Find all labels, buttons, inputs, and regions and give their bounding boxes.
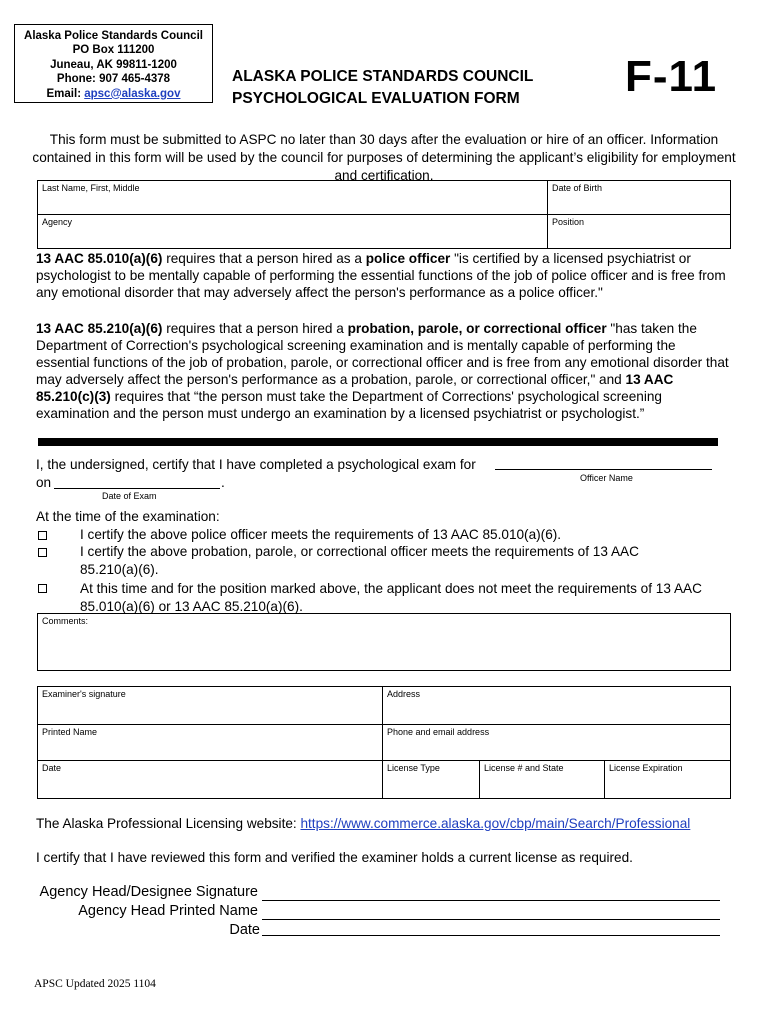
examiner-printed-name-label: Printed Name: [42, 727, 98, 737]
option-1-text: I certify the above police officer meets the requirements of 13 AAC 85.010(a)(6).: [80, 527, 562, 542]
position-field-label: Position: [552, 217, 585, 227]
agency-signature-input[interactable]: [262, 885, 720, 901]
regulation-paragraph-1: [36, 250, 730, 301]
dob-field[interactable]: [548, 181, 731, 215]
position-field[interactable]: [548, 215, 731, 249]
option-2-text: I certify the above probation, parole, or correctional officer meets the requirements of 13 AAC 85.210(a)(6).: [80, 544, 639, 577]
agency-date-input[interactable]: [262, 922, 720, 936]
agency-printed-name-input[interactable]: [262, 904, 720, 920]
comments-box: [37, 613, 731, 671]
examiner-grid: [37, 686, 731, 799]
license-state-label: License # and State: [484, 763, 564, 773]
form-code: F-11: [625, 52, 718, 101]
regulation-bold: probation, parole, or correctional officer: [347, 321, 607, 336]
regulation-text: requires that a person hired a: [162, 321, 348, 336]
license-expiration-label: License Expiration: [609, 763, 683, 773]
verify-statement: I certify that I have reviewed this form and verified the examiner holds a current license as required.: [36, 850, 633, 865]
examiner-printed-name-field[interactable]: [38, 725, 383, 761]
option-3-text: At this time and for the position marked above, the applicant does not meet the requirements of 13 AAC 85.010(a)(6) or 13 AAC 85.210(a)(6).: [80, 581, 702, 614]
regulation-text: "has taken the Department of Correction's psychological screening examination and is mentally capable of performing the essential functions of the job of probation, parole, or correctional officer and is free from any emotional disorder that may adversely affect the person's performance as a probation, parole, or correctional officer," and: [36, 321, 729, 387]
agency-field-label: Agency: [42, 217, 73, 227]
intro-paragraph: This form must be submitted to ASPC no later than 30 days after the evaluation or hire of an officer. Information contained in this form will be used by the council for purposes of determining the applicant’s eligibility for employment and certification.: [32, 132, 736, 183]
regulation-cite: 13 AAC 85.210(c)(3): [36, 372, 674, 404]
examiner-phone-email-label: Phone and email address: [387, 727, 490, 737]
regulation-text: "is certified by a licensed psychiatrist or psychologist to be mentally capable of performing the essential functions of the job of police officer and is free from any emotional disorder that may adversely affect the person's performance as a police officer.": [36, 251, 726, 300]
form-title-line2: PSYCHOLOGICAL EVALUATION FORM: [232, 90, 520, 107]
time-intro: At the time of the examination:: [36, 509, 220, 524]
option-1-checkbox[interactable]: [38, 531, 47, 540]
examiner-date-label: Date: [42, 763, 62, 773]
regulation-bold: police officer: [365, 251, 451, 266]
section-divider: [38, 438, 718, 446]
officer-name-caption: Officer Name: [580, 473, 633, 483]
option-3-checkbox[interactable]: [38, 584, 47, 593]
examiner-signature-field[interactable]: [38, 687, 383, 725]
officer-name-input[interactable]: [495, 455, 712, 470]
dob-field-label: Date of Birth: [552, 183, 603, 193]
regulation-text: requires that “the person must take the Department of Corrections' psychological screening examination and the person must undergo an examination by a licensed psychiatrist or psychologist.”: [36, 389, 662, 421]
regulation-paragraph-2: [36, 320, 730, 422]
comments-label: Comments:: [42, 616, 89, 626]
certify-line: I, the undersigned, certify that I have completed a psychological exam for: [36, 457, 476, 472]
name-field[interactable]: [38, 181, 548, 215]
contact-email-link[interactable]: apsc@alaska.gov: [84, 87, 181, 100]
license-state-field[interactable]: [480, 761, 605, 799]
licensing-label: The Alaska Professional Licensing website:: [36, 816, 301, 831]
regulation-cite: 13 AAC 85.010(a)(6): [36, 251, 163, 266]
exam-date-input[interactable]: [54, 474, 220, 489]
agency-signature-label: Agency Head/Designee Signature: [39, 884, 258, 900]
examiner-date-field[interactable]: [38, 761, 383, 799]
examiner-signature-label: Examiner's signature: [42, 689, 126, 699]
examiner-phone-email-field[interactable]: [383, 725, 731, 761]
contact-box: [14, 24, 213, 103]
option-2-checkbox[interactable]: [38, 548, 47, 557]
examiner-address-label: Address: [387, 689, 421, 699]
on-label: on: [36, 475, 52, 490]
license-type-field[interactable]: [383, 761, 480, 799]
agency-date-label: Date: [229, 922, 260, 938]
comments-field[interactable]: [38, 614, 731, 671]
regulation-cite: 13 AAC 85.210(a)(6): [36, 321, 163, 336]
form-title-line1: ALASKA POLICE STANDARDS COUNCIL: [232, 68, 534, 85]
licensing-line: [36, 816, 690, 831]
footer-version: APSC Updated 2025 1104: [34, 978, 156, 990]
contact-city: Juneau, AK 99811-1200: [50, 58, 177, 71]
license-type-label: License Type: [387, 763, 440, 773]
applicant-grid: [37, 180, 731, 249]
exam-date-caption: Date of Exam: [102, 491, 157, 501]
date-period: .: [221, 475, 225, 490]
agency-field[interactable]: [38, 215, 548, 249]
contact-email-row: [15, 87, 212, 101]
licensing-link[interactable]: https://www.commerce.alaska.gov/cbp/main/Search/Professional: [300, 816, 691, 831]
agency-printed-name-label: Agency Head Printed Name: [78, 903, 258, 919]
contact-email-label: Email:: [46, 87, 82, 100]
form-title: [232, 66, 533, 110]
contact-phone: Phone: 907 465-4378: [56, 73, 171, 86]
name-field-label: Last Name, First, Middle: [42, 183, 140, 193]
license-expiration-field[interactable]: [605, 761, 731, 799]
contact-org: Alaska Police Standards Council: [24, 30, 203, 42]
examiner-address-field[interactable]: [383, 687, 731, 725]
contact-pobox: PO Box 111200: [72, 44, 155, 57]
regulation-text: requires that a person hired as a: [162, 251, 366, 266]
